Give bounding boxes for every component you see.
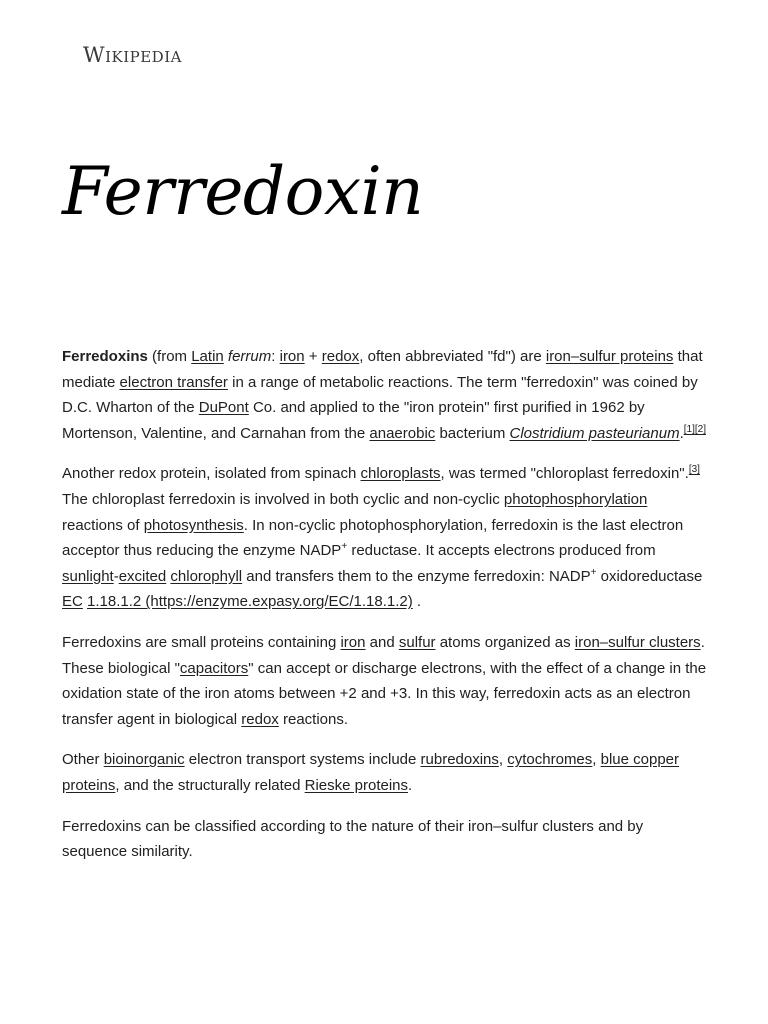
link-redox-reactions[interactable]: redox: [241, 710, 279, 728]
link-redox[interactable]: redox: [321, 348, 360, 365]
latin-term: ferrum: [227, 348, 272, 365]
link-capacitors[interactable]: capacitors: [179, 659, 249, 677]
link-anaerobic[interactable]: anaerobic: [369, 424, 436, 442]
link-chlorophyll[interactable]: chlorophyll: [170, 567, 243, 585]
paragraph-classification: Ferredoxins can be classified according to the nature of their iron–sulfur clusters and by sequence similarity.: [62, 817, 644, 861]
paragraph-other-systems: Other bioinorganic electron transport systems include rubredoxins, cytochromes, blue copper proteins, and the structurally related Rieske proteins.: [62, 751, 680, 794]
citation-group: [684, 424, 706, 435]
link-bioinorganic[interactable]: bioinorganic: [103, 751, 185, 769]
link-chloroplasts[interactable]: chloroplasts: [360, 465, 441, 483]
link-electron-transfer[interactable]: electron transfer: [119, 373, 228, 391]
link-blue-copper-proteins[interactable]: blue copper proteins: [62, 751, 680, 794]
link-iron-element[interactable]: iron: [340, 633, 366, 651]
article-body: [62, 344, 710, 880]
link-rubredoxins[interactable]: rubredoxins: [420, 751, 499, 769]
paragraph-structure: Ferredoxins are small proteins containing iron and sulfur atoms organized as iron–sulfur clusters. These biological "capacitors" can accept or discharge electrons, with the effect of a change in the oxidation state of the iron atoms between +2 and +3. In this way, ferredoxin acts as an electron transfer agent in biological redox reactions.: [62, 633, 707, 728]
link-iron-sulfur-clusters[interactable]: iron–sulfur clusters: [574, 633, 701, 651]
citation-1[interactable]: [1]: [683, 423, 695, 435]
link-excited[interactable]: excited: [118, 567, 167, 585]
link-cytochromes[interactable]: cytochromes: [507, 751, 593, 769]
citation-3[interactable]: [3]: [688, 464, 700, 476]
link-dupont[interactable]: DuPont: [198, 399, 249, 417]
paragraph-intro: Ferredoxins (from Latin ferrum: iron + redox, often abbreviated "fd") are iron–sulfur proteins that mediate electron transfer in a range of metabolic reactions. The term "ferredoxin" was coined by D.C. Wharton of the DuPont Co. and applied to the "iron protein" first purified in 1962 by Mortenson, Valentine, and Carnahan from the anaerobic bacterium Clostridium pasteurianum.[1][2]: [62, 348, 706, 442]
page-title: Ferredoxin: [62, 153, 424, 230]
link-ec[interactable]: EC: [62, 593, 83, 611]
link-clostridium-pasteurianum[interactable]: Clostridium pasteurianum: [509, 424, 680, 442]
link-ec-number[interactable]: 1.18.1.2 (https://enzyme.expasy.org/EC/1.18.1.2): [87, 593, 413, 611]
paragraph-chloroplast: Another redox protein, isolated from spinach chloroplasts, was termed "chloroplast ferredoxin".[3] The chloroplast ferredoxin is involved in both cyclic and non-cyclic photophosphorylation reactions of photosynthesis. In non-cyclic photophosphorylation, ferredoxin is the last electron acceptor thus reducing the enzyme NADP+ reductase. It accepts electrons produced from sunlight-excited chlorophyll and transfers them to the enzyme ferredoxin: NADP+ oxidoreductase EC 1.18.1.2 (https://enzyme.expasy.org/EC/1.18.1.2) .: [62, 464, 703, 611]
link-iron[interactable]: iron: [279, 348, 305, 365]
link-iron-sulfur-proteins[interactable]: iron–sulfur proteins: [545, 348, 674, 365]
link-latin[interactable]: Latin: [191, 348, 224, 365]
link-sunlight[interactable]: sunlight: [62, 567, 114, 585]
citation-2[interactable]: [2]: [694, 423, 706, 435]
bold-term: Ferredoxins: [62, 348, 148, 365]
link-photophosphorylation[interactable]: photophosphorylation: [503, 490, 648, 508]
wikipedia-wordmark[interactable]: Wikipedia: [83, 43, 182, 67]
link-sulfur[interactable]: sulfur: [398, 633, 436, 651]
link-photosynthesis[interactable]: photosynthesis: [143, 516, 244, 534]
link-rieske-proteins[interactable]: Rieske proteins: [304, 776, 409, 794]
